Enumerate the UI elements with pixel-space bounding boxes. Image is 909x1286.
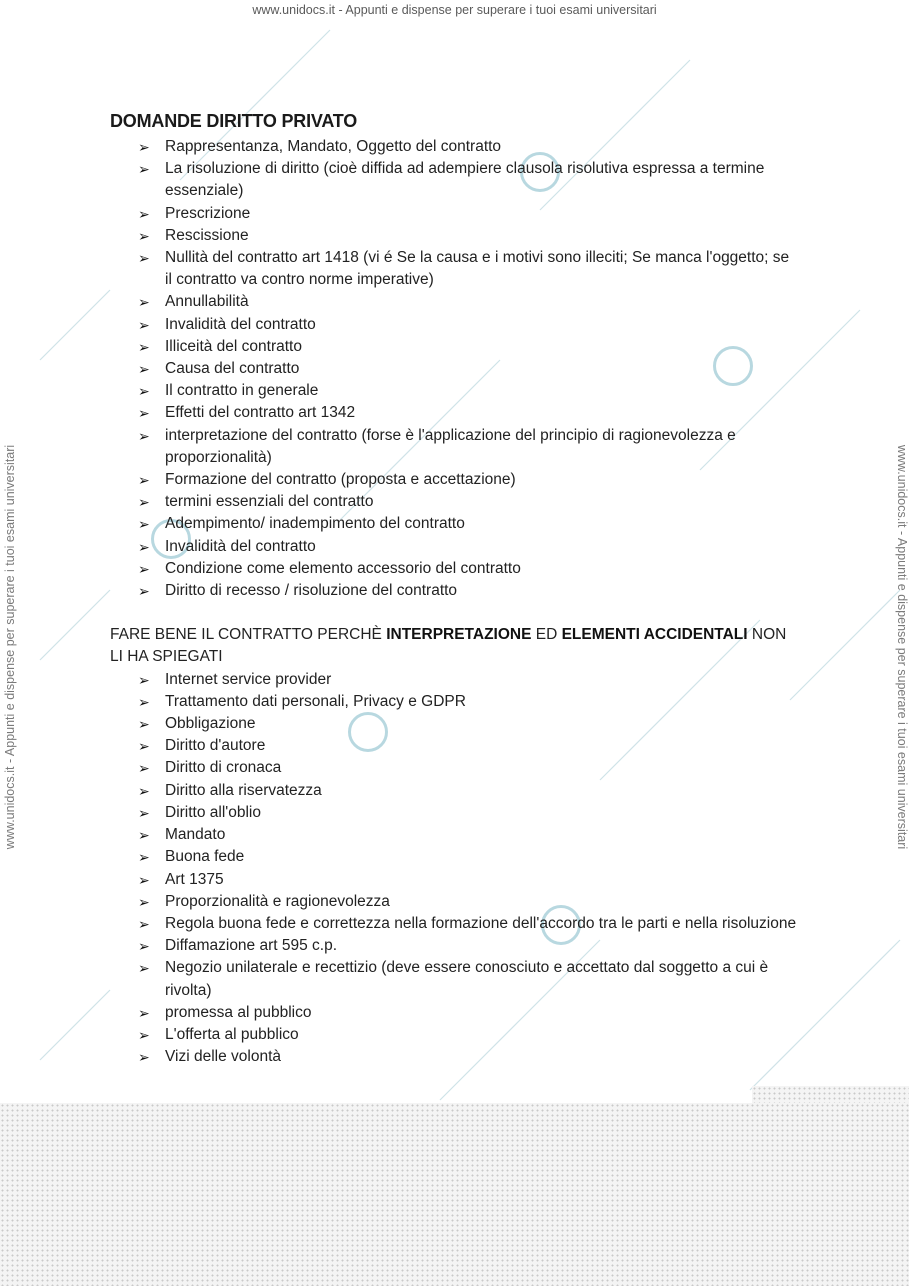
- arrow-bullet-icon: ➢: [138, 938, 150, 955]
- arrow-bullet-icon: ➢: [138, 205, 150, 222]
- list-item: [110, 513, 800, 535]
- list-item-text: La risoluzione di diritto (cioè diffida ad adempiere clausola risolutiva espressa a termine essenziale): [165, 160, 765, 200]
- list-item-text: L'offerta al pubblico: [165, 1025, 299, 1043]
- list-item: [110, 1046, 800, 1068]
- arrow-bullet-icon: ➢: [138, 671, 150, 688]
- arrow-bullet-icon: ➢: [138, 716, 150, 733]
- note-bold: INTERPRETAZIONE: [386, 626, 532, 644]
- note-text: FARE BENE IL CONTRATTO PERCHÈ: [110, 626, 387, 644]
- list-item: [110, 713, 800, 735]
- arrow-bullet-icon: ➢: [138, 139, 150, 155]
- list-item-text: Negozio unilaterale e recettizio (deve essere conosciuto e accettato dal soggetto a cui è rivolta): [165, 959, 769, 999]
- list-item: [110, 957, 800, 1001]
- watermark-side-left: www.unidocs.it - Appunti e dispense per superare i tuoi esami universitari: [3, 444, 17, 850]
- arrow-bullet-icon: ➢: [138, 383, 150, 400]
- list-item-text: Rescissione: [165, 226, 249, 244]
- list-item: [110, 824, 800, 846]
- list-item: [110, 802, 800, 824]
- list-item: [110, 891, 800, 913]
- list-item-text: Prescrizione: [165, 204, 251, 222]
- list-item: [110, 203, 800, 225]
- arrow-bullet-icon: ➢: [138, 405, 150, 422]
- page-cutoff-overlay: [0, 1103, 909, 1286]
- list-item-text: Invalidità del contratto: [165, 315, 316, 333]
- document-title: DOMANDE DIRITTO PRIVATO: [110, 111, 358, 131]
- arrow-bullet-icon: ➢: [138, 472, 150, 489]
- arrow-bullet-icon: ➢: [138, 893, 150, 910]
- arrow-bullet-icon: ➢: [138, 849, 150, 866]
- list-item: [110, 491, 800, 513]
- list-item-text: Il contratto in generale: [165, 382, 319, 400]
- list-item: [110, 402, 800, 424]
- arrow-bullet-icon: ➢: [138, 1004, 150, 1021]
- arrow-bullet-icon: ➢: [138, 516, 150, 533]
- arrow-bullet-icon: ➢: [138, 427, 150, 444]
- arrow-bullet-icon: ➢: [138, 361, 150, 378]
- list-item: [110, 314, 800, 336]
- list-item-text: Obbligazione: [165, 715, 256, 733]
- list-item: [110, 358, 800, 380]
- arrow-bullet-icon: ➢: [138, 960, 150, 977]
- list-item: [110, 691, 800, 713]
- list-item-text: Adempimento/ inadempimento del contratto: [165, 515, 465, 533]
- list-item-text: Effetti del contratto art 1342: [165, 404, 356, 422]
- list-item-text: Trattamento dati personali, Privacy e GDPR: [165, 692, 466, 710]
- list-item: [110, 757, 800, 779]
- list-item-text: Mandato: [165, 826, 226, 844]
- arrow-bullet-icon: ➢: [138, 227, 150, 244]
- list-item-text: Rappresentanza, Mandato, Oggetto del contratto: [165, 138, 502, 155]
- arrow-bullet-icon: ➢: [138, 760, 150, 777]
- arrow-bullet-icon: ➢: [138, 560, 150, 577]
- note-paragraph: [110, 624, 800, 668]
- note-text: ED: [531, 626, 562, 644]
- list-item: [110, 935, 800, 957]
- list-item: [110, 291, 800, 313]
- list-item-text: Diritto di recesso / risoluzione del contratto: [165, 582, 458, 600]
- arrow-bullet-icon: ➢: [138, 494, 150, 511]
- list-item-text: interpretazione del contratto (forse è l'applicazione del principio di ragionevolezza e proporzionalità): [165, 426, 736, 466]
- list-item-text: Diritto d'autore: [165, 737, 266, 755]
- list-item-text: Diritto all'oblio: [165, 803, 261, 821]
- arrow-bullet-icon: ➢: [138, 250, 150, 267]
- list-item: [110, 1024, 800, 1046]
- list-item: [110, 425, 800, 469]
- list-item-text: Proporzionalità e ragionevolezza: [165, 892, 390, 910]
- list-item: [110, 1002, 800, 1024]
- list-item-text: Diritto di cronaca: [165, 759, 282, 777]
- arrow-bullet-icon: ➢: [138, 782, 150, 799]
- list-item-text: Illiceità del contratto: [165, 337, 302, 355]
- arrow-bullet-icon: ➢: [138, 583, 150, 600]
- watermark-side-right: www.unidocs.it - Appunti e dispense per superare i tuoi esami universitari: [895, 444, 909, 850]
- list-item-text: Annullabilità: [165, 293, 249, 311]
- list-item-text: termini essenziali del contratto: [165, 493, 374, 511]
- watermark-top-banner: www.unidocs.it - Appunti e dispense per superare i tuoi esami universitari: [252, 3, 657, 17]
- arrow-bullet-icon: ➢: [138, 804, 150, 821]
- arrow-bullet-icon: ➢: [138, 693, 150, 710]
- list-item-text: Causa del contratto: [165, 360, 300, 378]
- note-bold: ELEMENTI ACCIDENTALI: [561, 626, 748, 644]
- list-item-text: Invalidità del contratto: [165, 537, 316, 555]
- arrow-bullet-icon: ➢: [138, 871, 150, 888]
- arrow-bullet-icon: ➢: [138, 915, 150, 932]
- list-item: [110, 247, 800, 291]
- list-item: [110, 558, 800, 580]
- document-body: [110, 110, 800, 1068]
- list-item: [110, 780, 800, 802]
- list-item: [110, 225, 800, 247]
- arrow-bullet-icon: ➢: [138, 1049, 150, 1066]
- list-item-text: Nullità del contratto art 1418 (vi é Se la causa e i motivi sono illeciti; Se manca l'oggetto; se il contratto va contro norme imperative): [165, 249, 790, 289]
- arrow-bullet-icon: ➢: [138, 1026, 150, 1043]
- list-item: [110, 336, 800, 358]
- question-list-2: [110, 669, 800, 1069]
- list-item-text: Vizi delle volontà: [165, 1048, 282, 1066]
- list-item: [110, 669, 800, 691]
- list-item: [110, 869, 800, 891]
- list-item-text: promessa al pubblico: [165, 1003, 312, 1021]
- list-item-text: Buona fede: [165, 848, 245, 866]
- list-item: [110, 469, 800, 491]
- arrow-bullet-icon: ➢: [138, 161, 150, 178]
- list-item: [110, 536, 800, 558]
- arrow-bullet-icon: ➢: [138, 538, 150, 555]
- arrow-bullet-icon: ➢: [138, 316, 150, 333]
- list-item: [110, 735, 800, 757]
- question-list-1: [110, 136, 800, 602]
- list-item-text: Diffamazione art 595 c.p.: [165, 937, 338, 955]
- list-item-text: Art 1375: [165, 870, 224, 888]
- arrow-bullet-icon: ➢: [138, 294, 150, 311]
- list-item: [110, 913, 800, 935]
- arrow-bullet-icon: ➢: [138, 738, 150, 755]
- list-item-text: Internet service provider: [165, 670, 332, 688]
- list-item-text: Diritto alla riservatezza: [165, 781, 322, 799]
- list-item: [110, 380, 800, 402]
- list-item-text: Condizione come elemento accessorio del contratto: [165, 559, 521, 577]
- list-item: [110, 136, 800, 158]
- list-item-text: Formazione del contratto (proposta e accettazione): [165, 471, 516, 489]
- list-item-text: Regola buona fede e correttezza nella formazione dell'accordo tra le parti e nella risoluzione: [165, 914, 797, 932]
- list-item: [110, 158, 800, 202]
- list-item: [110, 580, 800, 602]
- arrow-bullet-icon: ➢: [138, 338, 150, 355]
- arrow-bullet-icon: ➢: [138, 827, 150, 844]
- list-item: [110, 846, 800, 868]
- note-text: NON LI HA SPIEGATI: [110, 626, 787, 666]
